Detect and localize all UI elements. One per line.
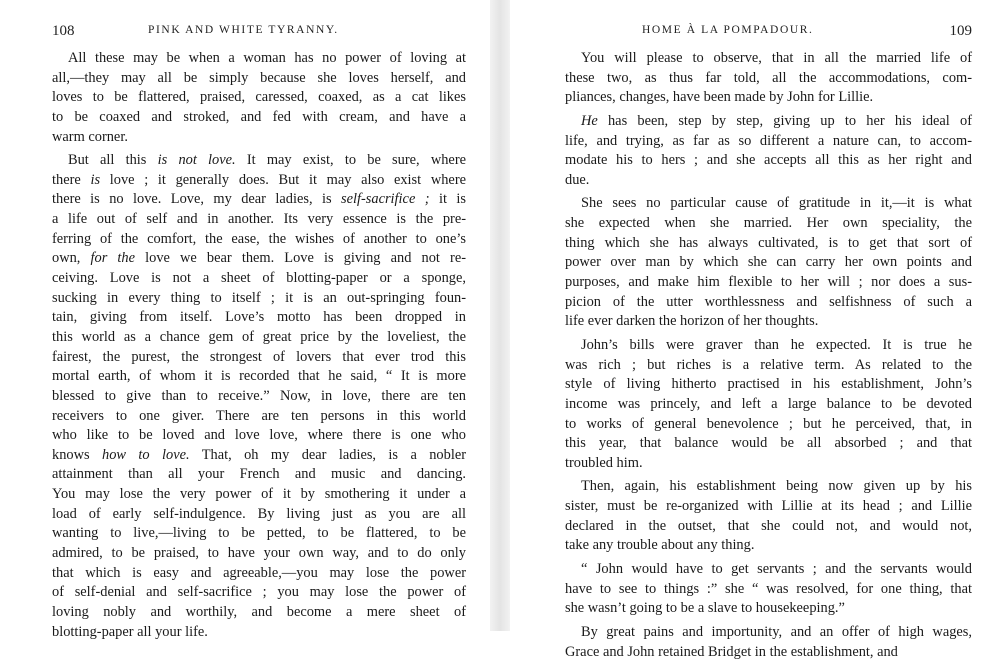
italic-text: is not love. [157,152,236,169]
text-run: love ; it generally does. But it may also exist where [100,171,467,188]
text-run: this year, that balance would be all absorbed ; and that [565,435,972,452]
text-run: loves to be flattered, praised, caressed, coaxed, as a cat likes [52,89,466,106]
text-line [52,583,466,603]
paragraph [565,112,972,191]
text-line [52,289,466,309]
text-line [565,293,972,313]
text-line [565,132,972,152]
text-line [52,108,466,128]
text-run: admired, to be praised, to have your own way, and to do only [52,545,466,562]
text-line [565,49,972,69]
running-head: PINK AND WHITE TYRANNY. [148,24,339,36]
text-line [565,415,972,435]
text-run: She sees no particular cause of gratitude in it,—it is what [581,195,972,212]
text-line [52,69,466,89]
text-run: style of living hitherto practised in his establishment, John’s [565,376,972,393]
left-page-body [52,49,466,642]
italic-text: He [581,112,598,129]
text-run: You will please to observe, that in all the married life of [581,50,972,66]
text-run: picion of the utter worthlessness and selfishness of such a [565,293,972,310]
paragraph [52,49,466,147]
text-line [565,580,972,600]
text-line [52,328,466,348]
text-run: take any trouble about any thing. [565,537,755,554]
text-run: Then, again, his establishment being now given up by his [581,478,972,495]
italic-text: self-sacrifice ; [341,191,430,208]
page-number: 108 [52,23,75,39]
paragraph [565,477,972,556]
text-line [52,88,466,108]
text-line [52,524,466,544]
text-run: there [52,171,91,188]
text-run: modate his to hers ; and she accepts all this as her right and [565,152,972,169]
text-run: to works of general benevolence ; but he perceived, that, in [565,415,972,432]
italic-text: for the [90,250,136,267]
text-run: attainment than all your French and music and dancing. [52,466,466,483]
italic-text: how to love. [102,446,190,463]
text-run: of self-denial and self-sacrifice ; you may lose the power of [52,584,466,601]
text-run: load of early self-indulgence. By living just as you are all [52,505,466,522]
text-run: tain, giving from itself. Love’s motto has been dropped in [52,309,466,326]
text-line [565,375,972,395]
text-line [52,128,466,148]
text-run: By great pains and importunity, and an offer of high wages, [581,623,972,640]
text-run: warm corner. [52,128,128,145]
left-page [0,0,490,640]
text-run: a life out of self and in another. Its very essence is the pre- [52,211,466,228]
text-run: You may lose the very power of it by smothering it under a [52,486,466,503]
text-line [565,517,972,537]
text-line [565,234,972,254]
text-run: love we bear them. Love is giving and not re- [135,250,466,267]
paragraph [565,623,972,662]
text-line [565,88,972,108]
text-line [565,151,972,171]
text-line [52,367,466,387]
paragraph [565,194,972,331]
text-run: It may exist, to be sure, where [235,152,467,169]
text-run: ceiving. Love is not a sheet of blotting-paper or a sponge, [52,270,466,287]
text-line [52,249,466,269]
text-line [52,407,466,427]
text-line [565,497,972,517]
text-run: blessed to give than to receive.” Now, in love, there are ten [52,387,466,404]
left-page-header [52,23,466,41]
text-line [52,623,466,643]
text-line [565,599,972,619]
text-line [52,465,466,485]
text-line [52,269,466,289]
text-line [52,505,466,525]
text-line [565,171,972,191]
page-number: 109 [949,23,972,39]
book-gutter [490,0,510,631]
text-line [52,348,466,368]
text-run: sister, must be re-organized with Lillie at its head ; and Lillie [565,498,972,515]
text-run: she expected when she married. Her own speciality, the [565,215,972,232]
paragraph [565,336,972,473]
text-line [52,190,466,210]
text-line [52,171,466,191]
text-line [565,214,972,234]
text-line [565,273,972,293]
text-line [52,446,466,466]
text-line [565,454,972,474]
text-run: due. [565,171,590,188]
text-run: That, oh my dear ladies, is a nobler [189,446,467,463]
text-run: it is [429,191,466,208]
text-run: pliances, changes, have been made by John for Lillie. [565,89,874,106]
text-line [52,230,466,250]
text-line [52,544,466,564]
text-run: to be coaxed and stroked, and fed with cream, and have a [52,108,466,125]
text-line [565,536,972,556]
text-line [565,356,972,376]
text-line [52,387,466,407]
text-run: has been, step by step, giving up to her his ideal of [597,112,972,129]
text-run: blotting-paper all your life. [52,623,208,640]
text-line [565,434,972,454]
text-line [565,194,972,214]
text-run: mortal earth, of whom it is recorded that he said, “ It is more [52,368,466,385]
text-run: “ John would have to get servants ; and the servants would [581,561,972,578]
text-line [52,485,466,505]
text-run: ferring of the comfort, the ease, the wishes of another to one’s [52,230,466,247]
text-run: John’s bills were graver than he expected. It is true he [581,336,972,353]
text-run: thing which she has always cultivated, is to get that sort of [565,234,972,251]
right-page [510,0,1000,660]
text-line [52,210,466,230]
text-run: was rich ; but riches is a relative term. As related to the [565,356,972,373]
text-line [565,69,972,89]
text-run: receivers to one giver. There are ten persons in this world [52,407,466,424]
text-run: she wasn’t going to be a slave to housekeeping.” [565,600,845,617]
text-line [52,564,466,584]
text-line [52,49,466,69]
text-run: life, and trying, as far as so different a nature can, to accom- [565,132,972,149]
text-run: that which is easy and agreeable,—you may lose the power [52,564,466,581]
text-line [565,623,972,643]
text-run: knows [52,446,102,463]
text-run: life ever darken the horizon of her thoughts. [565,313,819,330]
paragraph [565,49,972,108]
text-run: income was princely, and left a large balance to be devoted [565,395,972,412]
text-run: sucking in every thing to itself ; it is an out-springing foun- [52,289,466,306]
running-head: HOME À LA POMPADOUR. [642,24,814,36]
text-line [52,308,466,328]
right-page-body [565,49,972,662]
text-line [565,336,972,356]
text-run: power over man by which she can carry her own points and [565,254,972,271]
paragraph [565,560,972,619]
text-run: all,—they may all be simply because she loves herself, and [52,69,466,86]
text-line [565,312,972,332]
text-run: All these may be when a woman has no power of loving at [68,50,466,66]
paragraph [52,151,466,642]
text-run: wanting to live,—living to be petted, to be flattered, to be [52,525,466,542]
text-run: But all this [68,152,158,169]
text-line [565,643,972,662]
text-line [565,253,972,273]
text-run: this world as a chance gem of great price by the loveliest, the [52,328,466,345]
text-run: declared in the outset, that she could not, and would not, [565,517,972,534]
text-line [52,426,466,446]
text-line [565,477,972,497]
text-line [565,112,972,132]
text-run: who like to be loved and love love, where there is one who [52,427,466,444]
text-run: there is no love. Love, my dear ladies, is [52,191,341,208]
text-run: Grace and John retained Bridget in the establishment, and [565,643,898,660]
text-run: purposes, and make him flexible to her will ; nor does a sus- [565,274,972,291]
text-run: have to see to things :” she “ was resolved, for one thing, that [565,580,972,597]
italic-text: is [90,171,101,188]
text-line [565,395,972,415]
text-run: troubled him. [565,454,643,471]
text-run: loving nobly and worthily, and become a mere sheet of [52,603,466,620]
text-line [52,151,466,171]
right-page-header [562,23,972,41]
text-line [565,560,972,580]
text-run: fairest, the purest, the strongest of lovers that ever trod this [52,348,466,365]
text-line [52,603,466,623]
text-run: own, [52,250,91,267]
text-run: these two, as thus far told, all the accommodations, com- [565,69,972,86]
